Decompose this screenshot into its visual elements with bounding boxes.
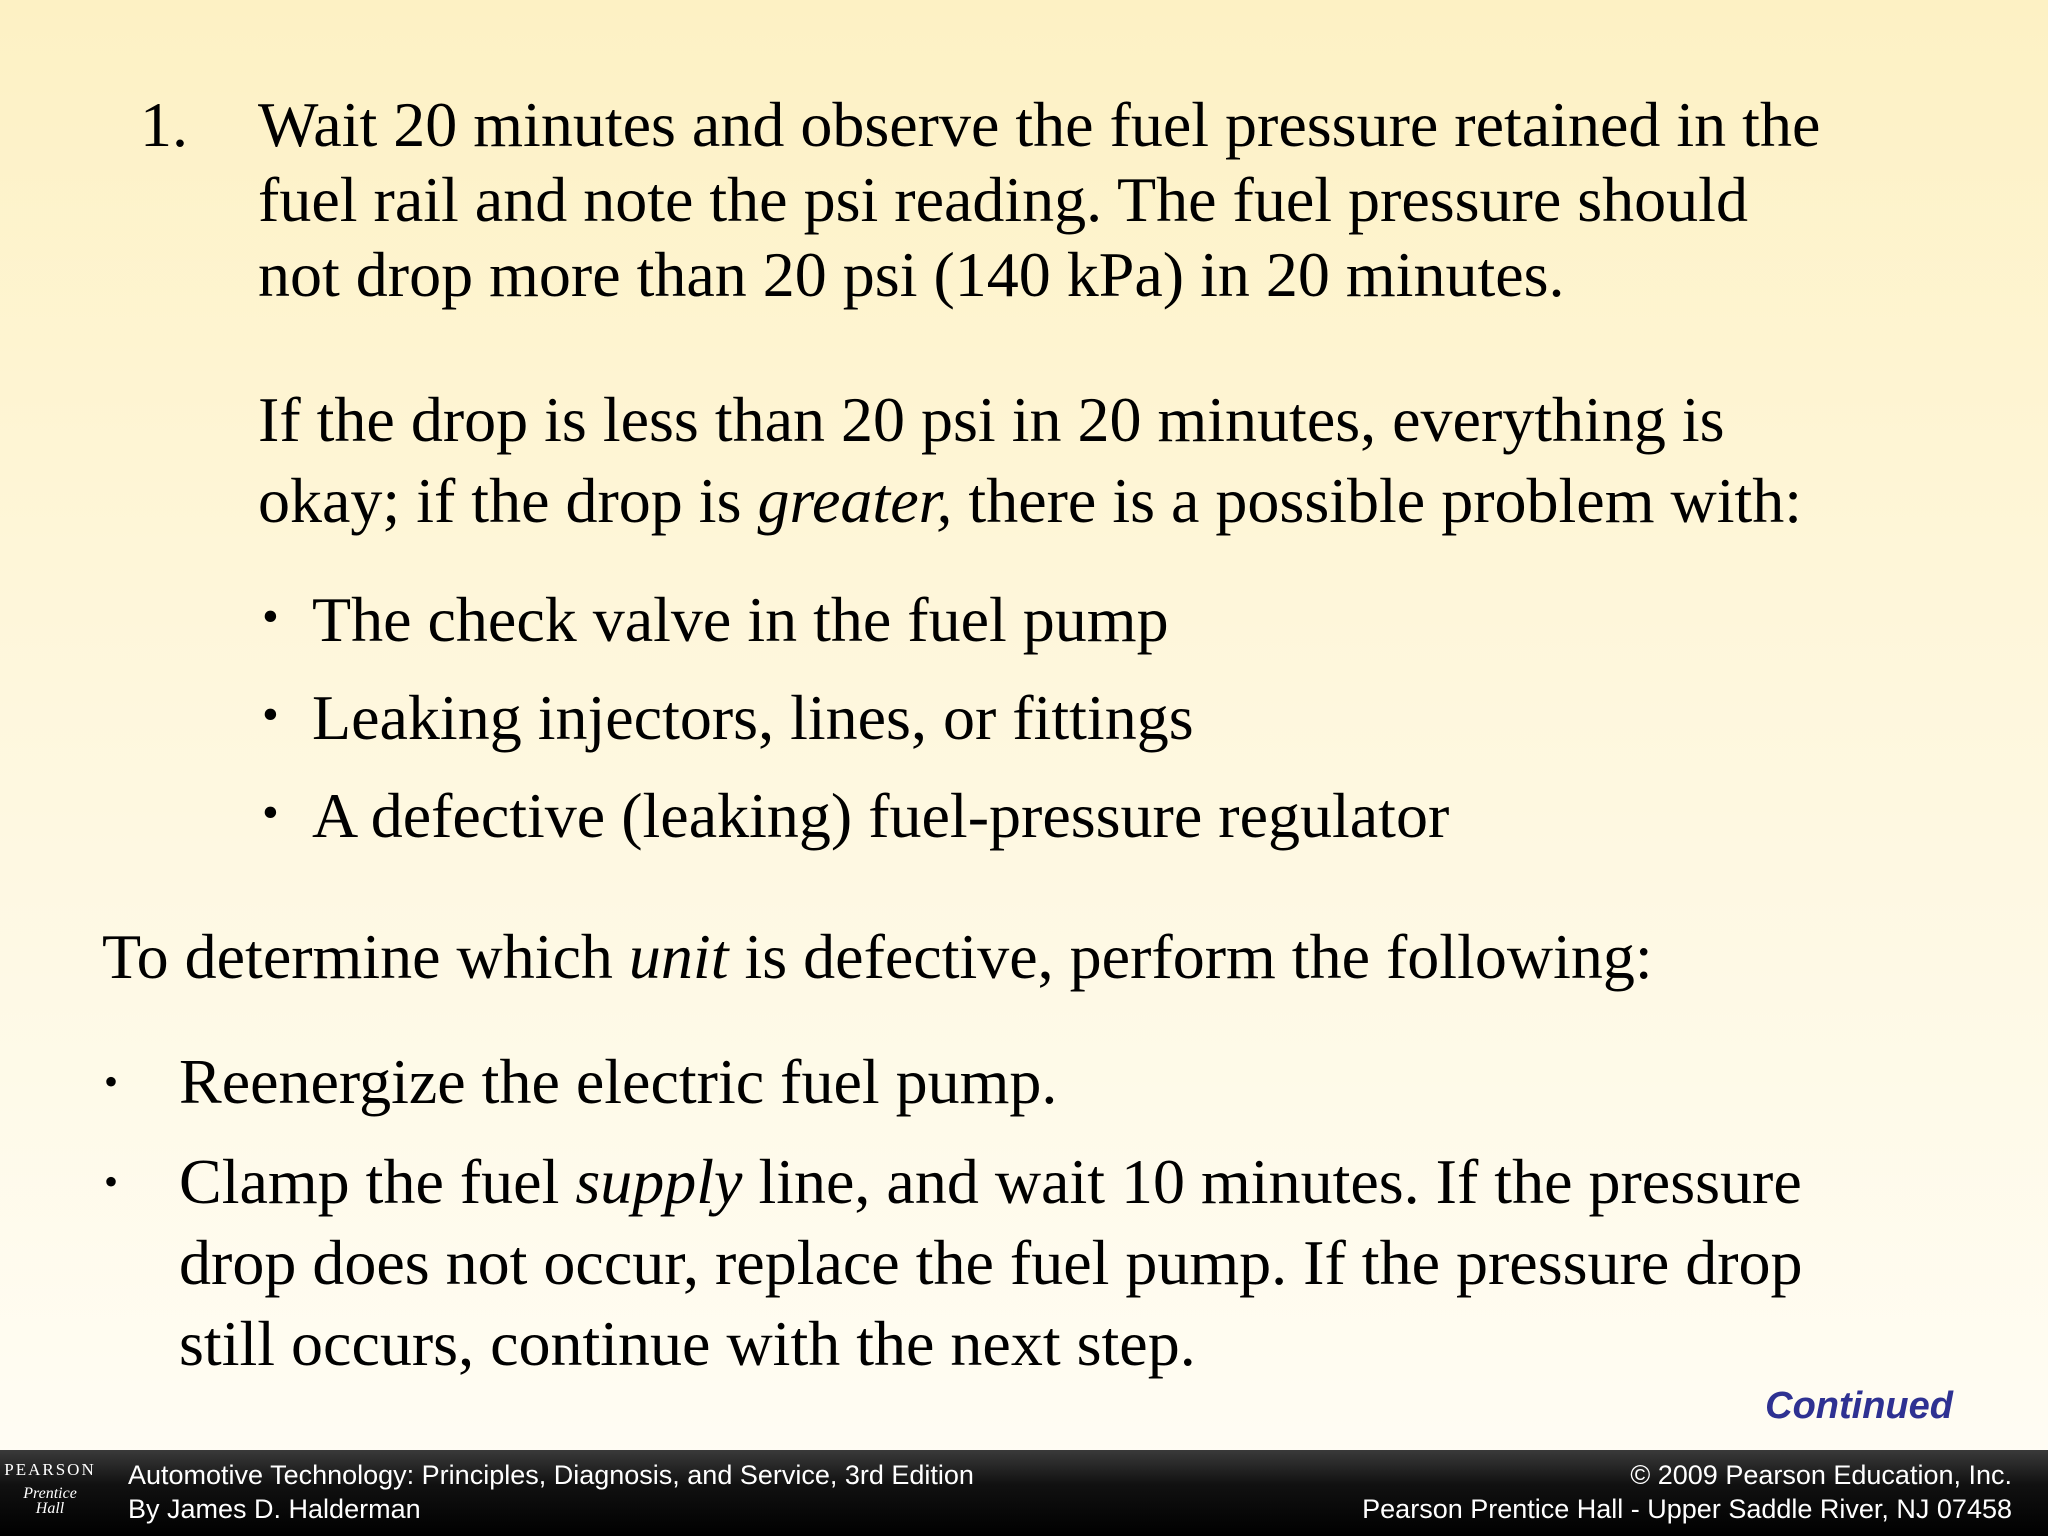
determine-text: To determine which <box>102 921 629 992</box>
bullet-icon: • <box>262 688 279 741</box>
problem-item-2: Leaking injectors, lines, or fittings <box>312 682 1194 753</box>
condition-line-2 <box>258 462 1802 540</box>
logo-imprint-1: Prentice <box>23 1485 77 1502</box>
footer-copyright <box>1362 1458 2012 1526</box>
step-line-1: Wait 20 minutes and observe the fuel pressure retained in the <box>258 89 1821 160</box>
publisher-text: Pearson Prentice Hall - Upper Saddle River, NJ 07458 <box>1362 1494 2012 1524</box>
footer-book-info <box>128 1458 974 1526</box>
pearson-logo <box>0 1450 100 1536</box>
bullet-icon: • <box>262 786 279 839</box>
book-author: By James D. Halderman <box>128 1494 421 1524</box>
condition-line-1: If the drop is less than 20 psi in 20 minutes, everything is <box>258 384 1725 455</box>
logo-brand: PEARSON <box>4 1460 96 1479</box>
condition-text: okay; if the drop is <box>258 465 758 536</box>
bullet-icon: • <box>104 1159 119 1204</box>
book-title: Automotive Technology: Principles, Diagnosis, and Service, 3rd Edition <box>128 1460 974 1490</box>
step-number: 1. <box>140 89 188 160</box>
action-item-1: Reenergize the electric fuel pump. <box>179 1046 1058 1117</box>
action-item-2-line-3: still occurs, continue with the next step. <box>179 1308 1196 1379</box>
footer-bar <box>0 1450 2048 1536</box>
step-line-2: fuel rail and note the psi reading. The fuel pressure should <box>258 164 1748 235</box>
determine-emphasis: unit <box>628 921 729 992</box>
action-emphasis: supply <box>575 1146 743 1217</box>
bullet-icon: • <box>262 590 279 643</box>
bullet-icon: • <box>104 1059 119 1104</box>
continued-label: Continued <box>1765 1385 1953 1427</box>
action-item-2-line-2: drop does not occur, replace the fuel pump. If the pressure drop <box>179 1227 1803 1298</box>
problem-item-1: The check valve in the fuel pump <box>312 584 1169 655</box>
problem-item-3: A defective (leaking) fuel-pressure regulator <box>312 780 1450 851</box>
condition-emphasis: greater, <box>757 465 953 536</box>
action-text: Clamp the fuel <box>179 1146 576 1217</box>
action-text-end: line, and wait 10 minutes. If the pressure <box>742 1146 1802 1217</box>
logo-imprint-2: Hall <box>35 1500 65 1517</box>
determine-text-end: is defective, perform the following: <box>728 921 1653 992</box>
logo-imprint <box>0 1480 100 1516</box>
copyright-text: © 2009 Pearson Education, Inc. <box>1630 1460 2012 1490</box>
condition-text-end: there is a possible problem with: <box>952 465 1803 536</box>
step-line-3: not drop more than 20 psi (140 kPa) in 20 minutes. <box>258 239 1565 310</box>
action-item-2-line-1 <box>179 1143 1802 1221</box>
determine-heading <box>102 918 1653 996</box>
